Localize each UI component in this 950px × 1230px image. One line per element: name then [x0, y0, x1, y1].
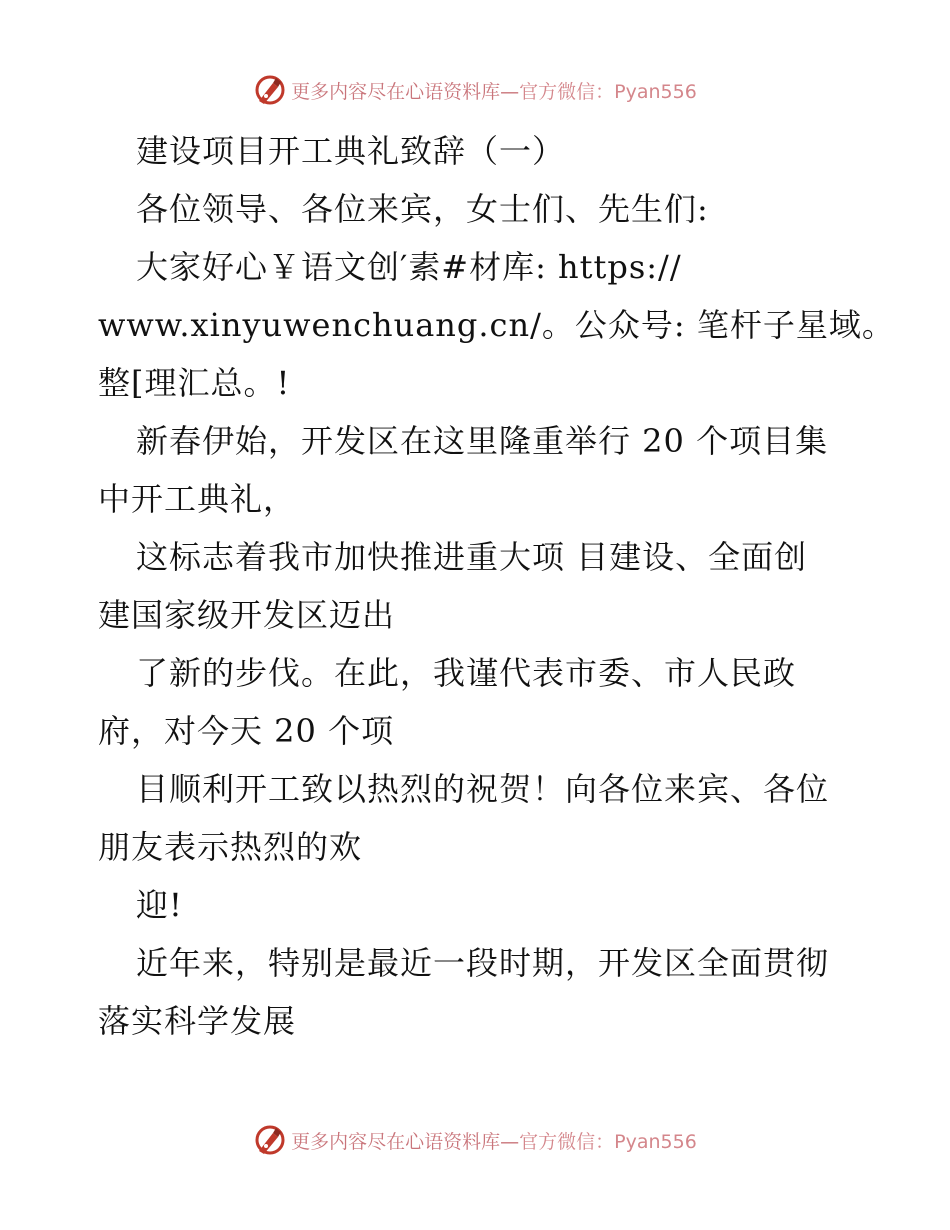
footer-banner-main: 更多内容尽在心语资料库	[291, 1130, 501, 1153]
document-line: 建设项目开工典礼致辞（一）	[136, 132, 566, 170]
document-line: 近年来，特别是最近一段时期，开发区全面贯彻	[136, 944, 830, 982]
document-line: 各位领导、各位来宾，女士们、先生们:	[136, 190, 709, 228]
header-banner-separator: —	[500, 80, 520, 103]
document-line: 府，对今天 20 个项	[98, 712, 395, 750]
pen-logo-icon	[253, 1123, 287, 1157]
document-line: 迎!	[136, 886, 183, 924]
header-banner	[0, 70, 950, 110]
document-line: 中开工典礼，	[98, 480, 297, 518]
document-line: 朋友表示热烈的欢	[98, 828, 363, 866]
document-line: 大家好心￥语文创′素#材库: https://	[136, 248, 682, 286]
pen-logo-icon	[253, 73, 287, 107]
footer-banner-separator: —	[500, 1130, 520, 1153]
header-banner-main: 更多内容尽在心语资料库	[291, 80, 501, 103]
footer-banner-wechat: 官方微信：Pyan556	[519, 1130, 697, 1153]
footer-banner	[0, 1120, 950, 1160]
document-body	[98, 122, 895, 1050]
document-line: 整[理汇总。!	[98, 364, 291, 402]
document-line: 了新的步伐。在此，我谨代表市委、市人民政	[136, 654, 797, 692]
document-line: www.xinyuwenchuang.cn/。公众号: 笔杆子星域。	[98, 306, 895, 344]
document-line: 这标志着我市加快推进重大项 目建设、全面创	[136, 538, 808, 576]
header-banner-wechat: 官方微信：Pyan556	[519, 80, 697, 103]
document-line: 新春伊始，开发区在这里隆重举行 20 个项目集	[136, 422, 829, 460]
document-line: 建国家级开发区迈出	[98, 596, 396, 634]
document-line: 落实科学发展	[98, 1002, 297, 1040]
document-line: 目顺利开工致以热烈的祝贺！向各位来宾、各位	[136, 770, 830, 808]
